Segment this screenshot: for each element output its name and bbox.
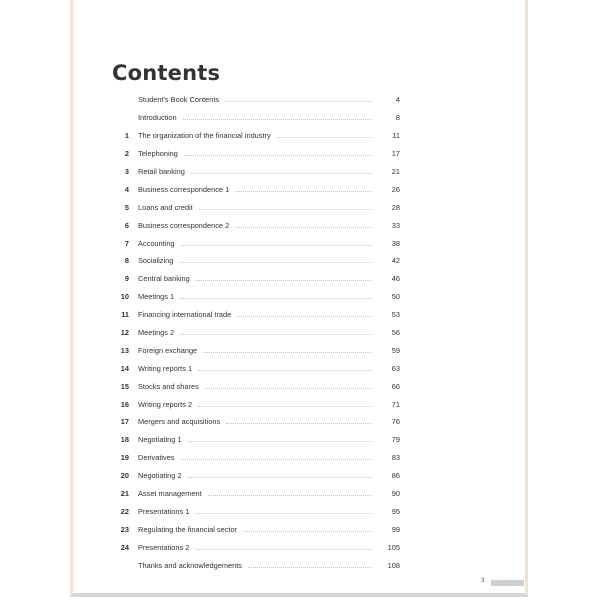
- toc-entry[interactable]: [112, 198, 400, 216]
- toc-entry-page: 59: [391, 345, 400, 355]
- toc-entry-title: Regulating the financial sector: [138, 524, 238, 534]
- toc-entry-number: 22: [120, 506, 129, 516]
- toc-entry[interactable]: [112, 234, 400, 252]
- dot-leader: [199, 209, 372, 210]
- toc-entry-title: Stocks and shares: [138, 381, 199, 391]
- toc-entry[interactable]: [112, 270, 400, 288]
- toc-entry-title: Student's Book Contents: [138, 95, 220, 105]
- dot-leader: [183, 119, 372, 120]
- toc-entry-title: Asset management: [138, 489, 202, 499]
- dot-leader: [277, 137, 372, 138]
- toc-entry-title: Presentations 2: [138, 542, 190, 552]
- toc-entry[interactable]: [112, 109, 400, 127]
- toc-entry-number: 16: [120, 399, 129, 409]
- toc-entry-title: Foreign exchange: [138, 345, 198, 355]
- toc-entry-number: 1: [124, 131, 129, 141]
- toc-entry-number: 3: [124, 167, 129, 176]
- toc-entry-title: Retail banking: [138, 167, 185, 176]
- dot-leader: [196, 280, 372, 281]
- toc-entry[interactable]: [112, 127, 400, 145]
- toc-entry-number: 6: [124, 220, 129, 230]
- dot-leader: [235, 227, 372, 228]
- toc-entry[interactable]: [112, 180, 400, 198]
- dot-leader: [180, 334, 372, 335]
- toc-entry-page: 105: [387, 542, 400, 552]
- toc-entry-page: 95: [391, 506, 400, 516]
- dot-leader: [180, 298, 372, 299]
- toc-entry-number: 13: [120, 345, 129, 355]
- toc-entry-page: 42: [391, 256, 400, 266]
- toc-entry-number: 5: [124, 202, 129, 212]
- toc-entry[interactable]: [112, 288, 400, 306]
- toc-entry[interactable]: [112, 359, 400, 377]
- toc-entry-number: 4: [124, 184, 129, 194]
- page-edge-tab: [491, 580, 524, 586]
- dot-leader: [225, 101, 372, 102]
- toc-entry-title: Loans and credit: [138, 202, 193, 212]
- dot-leader: [191, 173, 372, 174]
- toc-entry-number: 2: [124, 149, 129, 159]
- toc-entry-number: 8: [124, 256, 129, 266]
- toc-entry-number: 19: [120, 453, 129, 463]
- dot-leader: [184, 155, 372, 156]
- toc-entry-title: Financing international trade: [138, 310, 232, 320]
- toc-entry[interactable]: [112, 431, 400, 449]
- toc-entry[interactable]: [112, 163, 400, 181]
- toc-entry-page: 76: [391, 417, 400, 427]
- toc-entry-number: 20: [120, 471, 129, 481]
- page-number: 3: [481, 578, 485, 584]
- toc-entry-title: Meetings 2: [138, 328, 175, 338]
- dot-leader: [198, 406, 372, 407]
- toc-entry-page: 71: [391, 399, 400, 409]
- toc-entry[interactable]: [112, 502, 400, 520]
- dot-leader: [208, 495, 372, 496]
- toc-entry-title: Derivatives: [138, 453, 175, 463]
- toc-entry-page: 4: [395, 95, 400, 105]
- page-title: Contents: [112, 61, 221, 85]
- toc-entry-page: 50: [391, 292, 400, 302]
- toc-entry[interactable]: [112, 324, 400, 342]
- dot-leader: [235, 191, 372, 192]
- dot-leader: [237, 316, 372, 317]
- toc-entry-page: 17: [391, 149, 400, 159]
- toc-entry-number: 14: [120, 363, 129, 373]
- toc-entry-title: Writing reports 2: [138, 399, 193, 409]
- toc-entry-number: 21: [120, 489, 129, 499]
- toc-entry-title: Introduction: [138, 113, 177, 123]
- toc-entry[interactable]: [112, 377, 400, 395]
- toc-entry-page: 99: [391, 524, 400, 534]
- toc-entry[interactable]: [112, 252, 400, 270]
- toc-entry-title: Business correspondence 1: [138, 184, 230, 194]
- toc-entry-title: Accounting: [138, 238, 175, 248]
- toc-entry-page: 79: [391, 435, 400, 445]
- toc-entry-page: 90: [391, 489, 400, 499]
- dot-leader: [188, 477, 372, 478]
- toc-entry-title: Thanks and acknowledgements: [138, 560, 242, 570]
- toc-entry-number: 23: [120, 524, 129, 534]
- dot-leader: [203, 352, 372, 353]
- dot-leader: [181, 459, 372, 460]
- toc-entry-page: 28: [391, 202, 400, 212]
- toc-entry-page: 11: [392, 131, 400, 141]
- toc-entry-number: 24: [120, 542, 129, 552]
- toc-entry[interactable]: [112, 145, 400, 163]
- table-of-contents: [112, 91, 400, 574]
- toc-entry-number: 10: [120, 292, 129, 302]
- toc-entry-number: 12: [120, 328, 129, 338]
- toc-entry[interactable]: [112, 395, 400, 413]
- dot-leader: [195, 513, 372, 514]
- toc-entry-number: 7: [124, 238, 129, 248]
- toc-entry[interactable]: [112, 341, 400, 359]
- toc-entry-title: The organization of the financial industry: [138, 131, 271, 141]
- dot-leader: [226, 423, 372, 424]
- toc-entry-title: Mergers and acquisitions: [138, 417, 221, 427]
- dot-leader: [181, 245, 372, 246]
- toc-entry-title: Meetings 1: [138, 292, 175, 302]
- dot-leader: [198, 370, 372, 371]
- toc-entry-number: 9: [124, 274, 129, 284]
- toc-entry-page: 83: [391, 453, 400, 463]
- toc-entry-title: Writing reports 1: [138, 363, 193, 373]
- toc-entry-number: 15: [120, 381, 129, 391]
- toc-entry-page: 21: [391, 167, 400, 176]
- dot-leader: [205, 388, 372, 389]
- dot-leader: [195, 549, 372, 550]
- toc-entry-page: 53: [391, 310, 400, 320]
- toc-entry[interactable]: [112, 520, 400, 538]
- toc-entry-number: 17: [120, 417, 129, 427]
- toc-entry-title: Negotiating 2: [138, 471, 182, 481]
- toc-entry[interactable]: [112, 216, 400, 234]
- toc-entry-page: 46: [391, 274, 400, 284]
- toc-entry-page: 8: [395, 113, 400, 123]
- toc-entry-page: 86: [391, 471, 400, 481]
- toc-entry-page: 108: [387, 560, 400, 570]
- toc-entry-page: 26: [391, 184, 400, 194]
- toc-entry-page: 56: [391, 328, 400, 338]
- dot-leader: [179, 262, 372, 263]
- toc-entry-page: 33: [391, 220, 400, 230]
- toc-entry-page: 63: [391, 363, 400, 373]
- toc-entry-number: 18: [120, 435, 129, 445]
- toc-entry[interactable]: [112, 413, 400, 431]
- toc-entry-title: Socializing: [138, 256, 174, 266]
- toc-entry[interactable]: [112, 467, 400, 485]
- toc-entry[interactable]: [112, 449, 400, 467]
- toc-entry-number: 11: [121, 310, 129, 320]
- toc-entry-title: Presentations 1: [138, 506, 190, 516]
- toc-entry[interactable]: [112, 556, 400, 574]
- dot-leader: [243, 531, 372, 532]
- toc-entry-title: Business correspondence 2: [138, 220, 230, 230]
- toc-entry-page: 38: [391, 238, 400, 248]
- toc-entry-page: 66: [391, 381, 400, 391]
- toc-entry[interactable]: [112, 91, 400, 109]
- toc-entry[interactable]: [112, 306, 400, 324]
- toc-entry-title: Central banking: [138, 274, 190, 284]
- toc-entry[interactable]: [112, 538, 400, 556]
- dot-leader: [188, 441, 372, 442]
- toc-entry-title: Telephoning: [138, 149, 178, 159]
- dot-leader: [248, 567, 372, 568]
- toc-entry[interactable]: [112, 485, 400, 503]
- toc-entry-title: Negotiating 1: [138, 435, 182, 445]
